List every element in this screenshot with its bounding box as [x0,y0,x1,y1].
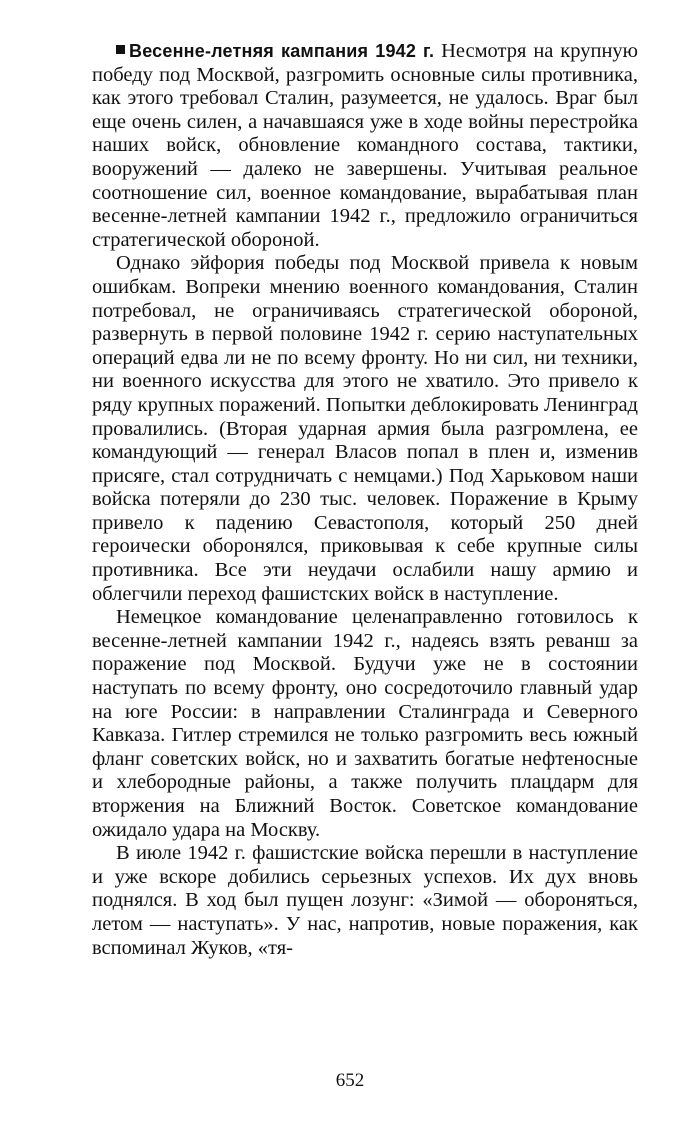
paragraph-intro [92,40,638,252]
paragraph: Немецкое командование целенаправленно готовилось к весенне-летней кампании 1942 г., надеясь взять реванш за поражение под Москвой. Будучи уже не в состоянии наступать по всему фронту, оно сосредоточило главный удар на юге России: в направлении Сталинграда и Северного Кавказа. Гитлер стремился не только разгромить весь южный фланг советских войск, но и захватить богатые нефтеносные и хлебородные районы, а также получить плацдарм для вторжения на Ближний Восток. Советское командование ожидало удара на Москву. [92,606,638,841]
paragraph: В июле 1942 г. фашистские войска перешли в наступление и уже вскоре добились серьезных успехов. Их дух вновь поднялся. В ход был пущен лозунг: «Зимой — обороняться, летом — наступать». У нас, напротив, новые поражения, как вспоминал Жуков, «тя- [92,842,638,959]
page-body [92,40,638,960]
paragraph: Однако эйфория победы под Москвой привела к новым ошибкам. Вопреки мнению военного командования, Сталин потребовал, не ограничиваясь стратегической обороной, развернуть в первой половине 1942 г. серию наступательных операций едва ли не по всему фронту. Но ни сил, ни техники, ни военного искусства для этого не хватило. Это привело к ряду крупных поражений. Попытки деблокировать Ленинград провалились. (Вторая ударная армия была разгромлена, ее командующий — генерал Власов попал в плен и, изменив присяге, стал сотрудничать с немцами.) Под Харьковом наши войска потеряли до 230 тыс. человек. Поражение в Крыму привело к падению Севастополя, который 250 дней героически оборонялся, приковывая к себе крупные силы противника. Все эти неудачи ослабили нашу армию и облегчили переход фашистских войск в наступление. [92,252,638,605]
page-number: 652 [335,1070,365,1091]
bullet-square-icon [116,45,125,54]
section-heading: Весенне-летняя кампания 1942 г. [129,41,435,61]
paragraph-text: Несмотря на крупную победу под Москвой, разгромить основные силы противника, как этого требовал Сталин, разумеется, не удалось. Враг был еще очень силен, а начавшаяся уже в ходе войны перестройка наших войск, обновление командного состава, тактики, вооружений — далеко не завершены. Учитывая реальное соотношение сил, военное командование, вырабатывая план весенне-летней кампании 1942 г., предложило ограничиться стратегической обороной. [92,40,638,251]
